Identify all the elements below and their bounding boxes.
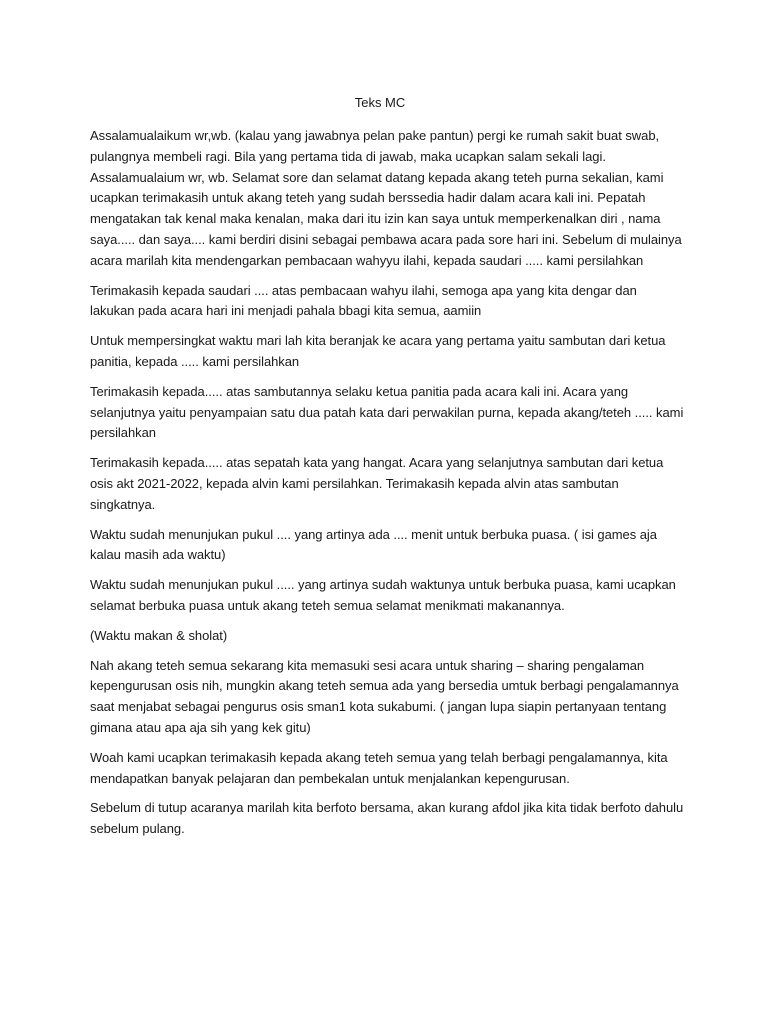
document-title: Teks MC xyxy=(354,95,406,110)
paragraph-closing-photo: Sebelum di tutup acaranya marilah kita berfoto bersama, akan kurang afdol jika kita tidak berfoto dahulu sebelum pulang. xyxy=(90,800,684,837)
paragraph-sharing-session: Nah akang teteh semua sekarang kita memasuki sesi acara untuk sharing – sharing pengalaman kepengurusan osis nih, mungkin akang teteh semua ada yang bersedia umtuk berbagi pengalamannya saat menjabat sebagai pengurus osis sman1 kota sukabumi. ( jangan lupa siapin pertanyaan tentang gimana atau apa aja sih yang kek gitu) xyxy=(90,657,679,735)
paragraph-thanks-reading: Terimakasih kepada saudari .... atas pembacaan wahyu ilahi, semoga apa yang kita dengar dan lakukan pada acara hari ini menjadi pahala bbagi kita semua, aamiin xyxy=(90,282,637,319)
paragraph-alumni-speech: Terimakasih kepada..... atas sambutannya selaku ketua panitia pada acara kali ini. Acara yang selanjutnya yaitu penyampaian satu dua patah kata dari perwakilan purna, kepada akang/teteh ..... kami persilahkan xyxy=(90,383,684,441)
paragraph-opening: Assalamualaikum wr,wb. (kalau yang jawabnya pelan pake pantun) pergi ke rumah sakit buat swab, pulangnya membeli ragi. Bila yang pertama tida di jawab, maka ucapkan salam sekali lagi. Assalamualaium wr, wb. Selamat sore dan selamat datang kepada akang teteh purna sekalian, kami ucapkan terimakasih untuk akang teteh yang sudah berssedia hadir dalam acara kali ini. Pepatah mengatakan tak kenal maka kenalan, maka dari itu izin kan saya untuk memperkenalkan diri , nama saya..... dan saya.... kami berdiri disini sebagai pembawa acara pada sore hari ini. Sebelum di mulainya acara marilah kita mendengarkan pembacaan wahyyu ilahi, kepada saudari ..... kami persilahkan xyxy=(90,128,682,268)
paragraph-osis-speech: Terimakasih kepada..... atas sepatah kata yang hangat. Acara yang selanjutnya sambutan dari ketua osis akt 2021-2022, kepada alvin kami persilahkan. Terimakasih kepada alvin atas sambutan singkatnya. xyxy=(90,455,664,512)
paragraph-time-check: Waktu sudah menunjukan pukul .... yang artinya ada .... menit untuk berbuka puasa. ( isi games aja kalau masih ada waktu) xyxy=(90,526,657,563)
paragraph-thanks-sharing: Woah kami ucapkan terimakasih kepada akang teteh semua yang telah berbagi pengalamannya, kita mendapatkan banyak pelajaran dan pembekalan untuk menjalankan kepengurusan. xyxy=(90,749,668,786)
paragraph-meal-prayer: (Waktu makan & sholat) xyxy=(90,627,228,643)
paragraph-committee-speech: Untuk mempersingkat waktu mari lah kita beranjak ke acara yang pertama yaitu sambutan dari ketua panitia, kepada ..... kami persilahkan xyxy=(90,333,666,369)
paragraph-breaking-fast: Waktu sudah menunjukan pukul ..... yang artinya sudah waktunya untuk berbuka puasa, kami ucapkan selamat berbuka puasa untuk akang teteh semua selamat menikmati makanannya. xyxy=(90,577,676,613)
